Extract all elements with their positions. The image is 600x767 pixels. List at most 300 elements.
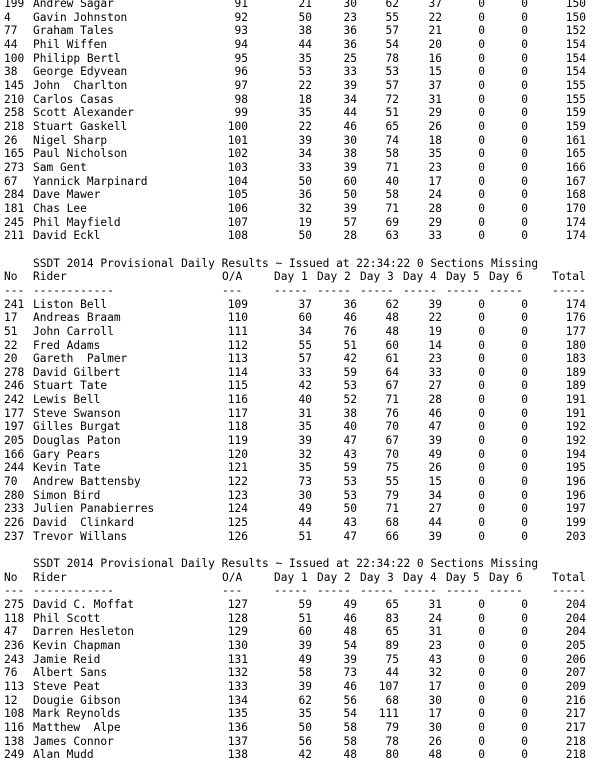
cell-d4: 22 — [428, 10, 442, 24]
cell-d1: 58 — [298, 666, 312, 680]
cell-d1: 39 — [298, 434, 312, 448]
cell-d4: 24 — [428, 188, 442, 202]
cell-d6: 0 — [521, 652, 528, 666]
cell-tot: 204 — [565, 611, 586, 625]
cell-no: 166 — [4, 447, 25, 461]
cell-d4: 26 — [428, 119, 442, 133]
table-row — [0, 366, 600, 380]
cell-d4: 37 — [428, 78, 442, 92]
cell-rider: Philipp Bertl — [33, 51, 121, 65]
cell-oa: 95 — [234, 51, 248, 65]
header-d2: Day 2 — [317, 270, 351, 284]
table-row — [0, 694, 600, 708]
cell-d4: 30 — [428, 720, 442, 734]
cell-tot: 150 — [565, 0, 586, 10]
cell-oa: 122 — [227, 475, 248, 489]
cell-d3: 48 — [385, 324, 399, 338]
header-row — [0, 270, 600, 284]
cell-no: 12 — [4, 693, 18, 707]
cell-tot: 216 — [565, 693, 586, 707]
cell-d5: 0 — [478, 106, 485, 120]
cell-no: 181 — [4, 201, 25, 215]
header-d5: Day 5 — [446, 570, 480, 584]
cell-d1: 37 — [298, 297, 312, 311]
cell-d1: 73 — [298, 475, 312, 489]
cell-d3: 79 — [385, 720, 399, 734]
cell-oa: 99 — [234, 106, 248, 120]
cell-d2: 52 — [343, 393, 357, 407]
table-row — [0, 448, 600, 462]
table-row — [0, 38, 600, 52]
cell-d6: 0 — [521, 516, 528, 530]
table-row — [0, 612, 600, 626]
cell-d6: 0 — [521, 119, 528, 133]
cell-d5: 0 — [478, 338, 485, 352]
cell-tot: 217 — [565, 707, 586, 721]
cell-d2: 30 — [343, 133, 357, 147]
cell-d5: 0 — [478, 734, 485, 748]
cell-d2: 54 — [343, 707, 357, 721]
cell-tot: 191 — [565, 406, 586, 420]
cell-d2: 38 — [343, 406, 357, 420]
cell-d1: 55 — [298, 338, 312, 352]
cell-tot: 196 — [565, 475, 586, 489]
cell-d3: 65 — [385, 625, 399, 639]
separator-d6: ----- — [489, 283, 523, 297]
cell-d6: 0 — [521, 639, 528, 653]
section-title — [0, 557, 600, 571]
cell-rider: Trevor Willans — [33, 529, 128, 543]
cell-d2: 23 — [343, 10, 357, 24]
cell-d3: 40 — [385, 174, 399, 188]
cell-d1: 49 — [298, 652, 312, 666]
cell-d6: 0 — [521, 133, 528, 147]
cell-rider: Gilles Burgat — [33, 420, 121, 434]
cell-d4: 31 — [428, 92, 442, 106]
table-row — [0, 120, 600, 134]
cell-d6: 0 — [521, 434, 528, 448]
cell-d5: 0 — [478, 447, 485, 461]
cell-d2: 76 — [343, 324, 357, 338]
cell-d1: 50 — [298, 720, 312, 734]
cell-d4: 15 — [428, 65, 442, 79]
cell-d3: 74 — [385, 133, 399, 147]
cell-rider: Gavin Johnston — [33, 10, 128, 24]
cell-d4: 30 — [428, 693, 442, 707]
cell-d3: 60 — [385, 338, 399, 352]
cell-rider: Paul Nicholson — [33, 147, 128, 161]
table-row — [0, 748, 600, 762]
cell-d5: 0 — [478, 598, 485, 612]
cell-d2: 58 — [343, 734, 357, 748]
cell-d6: 0 — [521, 324, 528, 338]
cell-d4: 48 — [428, 748, 442, 762]
cell-tot: 180 — [565, 338, 586, 352]
cell-no: 76 — [4, 666, 18, 680]
cell-d2: 42 — [343, 352, 357, 366]
cell-d2: 46 — [343, 119, 357, 133]
separator-oa: --- — [222, 283, 243, 297]
cell-oa: 110 — [227, 311, 248, 325]
cell-no: 17 — [4, 311, 18, 325]
cell-d6: 0 — [521, 106, 528, 120]
table-row — [0, 65, 600, 79]
cell-d5: 0 — [478, 174, 485, 188]
separator-d3: ----- — [360, 584, 394, 598]
cell-d1: 62 — [298, 693, 312, 707]
cell-d1: 38 — [298, 24, 312, 38]
cell-d1: 34 — [298, 147, 312, 161]
cell-d3: 54 — [385, 37, 399, 51]
cell-d3: 72 — [385, 92, 399, 106]
cell-d3: 79 — [385, 488, 399, 502]
cell-d5: 0 — [478, 0, 485, 10]
cell-no: 199 — [4, 0, 25, 10]
cell-no: 258 — [4, 106, 25, 120]
cell-d2: 36 — [343, 37, 357, 51]
cell-d5: 0 — [478, 229, 485, 243]
cell-d4: 43 — [428, 652, 442, 666]
cell-tot: 168 — [565, 188, 586, 202]
cell-d4: 34 — [428, 488, 442, 502]
cell-d6: 0 — [521, 201, 528, 215]
cell-tot: 194 — [565, 447, 586, 461]
cell-tot: 191 — [565, 393, 586, 407]
header-d5: Day 5 — [446, 270, 480, 284]
results-title: SSDT 2014 Provisional Daily Results ~ Issued at 22:34:22 0 Sections Missing — [33, 256, 539, 270]
cell-rider: Phil Wiffen — [33, 37, 108, 51]
cell-tot: 199 — [565, 516, 586, 530]
cell-d2: 36 — [343, 24, 357, 38]
table-row — [0, 721, 600, 735]
cell-d1: 60 — [298, 311, 312, 325]
cell-d1: 35 — [298, 106, 312, 120]
cell-oa: 93 — [234, 24, 248, 38]
cell-d6: 0 — [521, 598, 528, 612]
cell-d3: 71 — [385, 502, 399, 516]
cell-d1: 44 — [298, 37, 312, 51]
cell-d3: 44 — [385, 666, 399, 680]
cell-d6: 0 — [521, 502, 528, 516]
cell-tot: 161 — [565, 133, 586, 147]
cell-d1: 34 — [298, 324, 312, 338]
cell-d2: 53 — [343, 475, 357, 489]
table-row — [0, 311, 600, 325]
cell-tot: 197 — [565, 502, 586, 516]
cell-d5: 0 — [478, 516, 485, 530]
cell-oa: 124 — [227, 502, 248, 516]
cell-d2: 54 — [343, 639, 357, 653]
cell-tot: 154 — [565, 51, 586, 65]
cell-d4: 20 — [428, 37, 442, 51]
table-row — [0, 325, 600, 339]
cell-tot: 196 — [565, 488, 586, 502]
cell-d5: 0 — [478, 720, 485, 734]
table-row — [0, 52, 600, 66]
cell-d1: 18 — [298, 92, 312, 106]
cell-d6: 0 — [521, 24, 528, 38]
cell-rider: Nigel Sharp — [33, 133, 108, 147]
cell-tot: 150 — [565, 10, 586, 24]
cell-d1: 49 — [298, 502, 312, 516]
cell-d2: 46 — [343, 611, 357, 625]
cell-no: 177 — [4, 406, 25, 420]
cell-d6: 0 — [521, 147, 528, 161]
header-oa: O/A — [222, 570, 243, 584]
cell-tot: 218 — [565, 748, 586, 762]
cell-no: 244 — [4, 461, 25, 475]
cell-tot: 174 — [565, 229, 586, 243]
separator-total: ----- — [552, 283, 586, 297]
cell-rider: Stuart Tate — [33, 379, 108, 393]
cell-no: 22 — [4, 338, 18, 352]
cell-d4: 33 — [428, 365, 442, 379]
cell-rider: Stuart Gaskell — [33, 119, 128, 133]
cell-oa: 106 — [227, 201, 248, 215]
cell-no: 226 — [4, 516, 25, 530]
cell-oa: 127 — [227, 598, 248, 612]
cell-no: 20 — [4, 352, 18, 366]
cell-no: 38 — [4, 65, 18, 79]
cell-tot: 183 — [565, 352, 586, 366]
cell-d6: 0 — [521, 229, 528, 243]
cell-no: 275 — [4, 598, 25, 612]
cell-d6: 0 — [521, 338, 528, 352]
table-row — [0, 420, 600, 434]
cell-oa: 107 — [227, 215, 248, 229]
cell-d6: 0 — [521, 406, 528, 420]
header-rider: Rider — [33, 270, 67, 284]
cell-d5: 0 — [478, 611, 485, 625]
cell-oa: 109 — [227, 297, 248, 311]
cell-d3: 62 — [385, 0, 399, 10]
cell-d2: 53 — [343, 488, 357, 502]
cell-d6: 0 — [521, 297, 528, 311]
cell-no: 67 — [4, 174, 18, 188]
cell-d4: 47 — [428, 420, 442, 434]
cell-d6: 0 — [521, 92, 528, 106]
cell-d4: 39 — [428, 434, 442, 448]
cell-d1: 56 — [298, 734, 312, 748]
header-d1: Day 1 — [274, 270, 308, 284]
cell-d2: 59 — [343, 365, 357, 379]
cell-rider: Kevin Chapman — [33, 639, 121, 653]
cell-no: 236 — [4, 639, 25, 653]
cell-d5: 0 — [478, 461, 485, 475]
cell-oa: 117 — [227, 406, 248, 420]
cell-no: 278 — [4, 365, 25, 379]
cell-d5: 0 — [478, 37, 485, 51]
cell-d3: 63 — [385, 229, 399, 243]
cell-d3: 65 — [385, 119, 399, 133]
cell-d5: 0 — [478, 434, 485, 448]
cell-oa: 129 — [227, 625, 248, 639]
cell-d1: 21 — [298, 0, 312, 10]
cell-d4: 33 — [428, 229, 442, 243]
cell-tot: 167 — [565, 174, 586, 188]
cell-d5: 0 — [478, 420, 485, 434]
cell-d2: 57 — [343, 215, 357, 229]
cell-d5: 0 — [478, 147, 485, 161]
cell-oa: 104 — [227, 174, 248, 188]
cell-d3: 57 — [385, 24, 399, 38]
cell-tot: 209 — [565, 680, 586, 693]
cell-d2: 51 — [343, 338, 357, 352]
cell-d2: 48 — [343, 748, 357, 762]
cell-d5: 0 — [478, 529, 485, 543]
cell-d3: 89 — [385, 639, 399, 653]
cell-d5: 0 — [478, 625, 485, 639]
cell-tot: 217 — [565, 720, 586, 734]
cell-d5: 0 — [478, 215, 485, 229]
cell-no: 241 — [4, 297, 25, 311]
cell-d5: 0 — [478, 24, 485, 38]
cell-d3: 51 — [385, 106, 399, 120]
header-d6: Day 6 — [489, 270, 523, 284]
cell-oa: 112 — [227, 338, 248, 352]
header-separator — [0, 584, 600, 598]
cell-d4: 46 — [428, 406, 442, 420]
cell-d5: 0 — [478, 365, 485, 379]
cell-no: 249 — [4, 748, 25, 762]
cell-d6: 0 — [521, 160, 528, 174]
cell-d2: 39 — [343, 652, 357, 666]
table-row — [0, 680, 600, 694]
cell-rider: David Eckl — [33, 229, 101, 243]
cell-rider: Fred Adams — [33, 338, 101, 352]
cell-d3: 75 — [385, 652, 399, 666]
table-row — [0, 93, 600, 107]
cell-d1: 51 — [298, 611, 312, 625]
cell-d5: 0 — [478, 133, 485, 147]
cell-d3: 55 — [385, 475, 399, 489]
cell-d3: 75 — [385, 461, 399, 475]
cell-rider: Simon Bird — [33, 488, 101, 502]
cell-rider: Liston Bell — [33, 297, 108, 311]
separator-rider: ------------ — [33, 584, 114, 598]
cell-tot: 203 — [565, 529, 586, 543]
cell-d5: 0 — [478, 160, 485, 174]
cell-oa: 131 — [227, 652, 248, 666]
cell-rider: Andrew Sagar — [33, 0, 114, 10]
cell-d3: 76 — [385, 406, 399, 420]
cell-oa: 96 — [234, 65, 248, 79]
table-row — [0, 489, 600, 503]
cell-oa: 128 — [227, 611, 248, 625]
cell-d4: 26 — [428, 734, 442, 748]
cell-d4: 27 — [428, 502, 442, 516]
separator-d5: ----- — [446, 283, 480, 297]
cell-d4: 28 — [428, 201, 442, 215]
cell-d2: 48 — [343, 625, 357, 639]
cell-oa: 101 — [227, 133, 248, 147]
cell-d6: 0 — [521, 625, 528, 639]
cell-d1: 39 — [298, 680, 312, 693]
cell-rider: Phil Mayfield — [33, 215, 121, 229]
cell-d5: 0 — [478, 188, 485, 202]
cell-d1: 30 — [298, 488, 312, 502]
cell-d5: 0 — [478, 748, 485, 762]
cell-d4: 31 — [428, 598, 442, 612]
cell-d2: 39 — [343, 201, 357, 215]
cell-d3: 48 — [385, 311, 399, 325]
cell-d6: 0 — [521, 215, 528, 229]
cell-oa: 134 — [227, 693, 248, 707]
cell-rider: David Clinkard — [33, 516, 135, 530]
cell-d4: 17 — [428, 174, 442, 188]
cell-oa: 135 — [227, 707, 248, 721]
cell-tot: 165 — [565, 147, 586, 161]
header-d3: Day 3 — [360, 570, 394, 584]
cell-d6: 0 — [521, 680, 528, 693]
table-row — [0, 516, 600, 530]
header-row — [0, 571, 600, 585]
cell-rider: John Charlton — [33, 78, 128, 92]
cell-rider: Jamie Reid — [33, 652, 101, 666]
cell-d5: 0 — [478, 707, 485, 721]
separator-d4: ----- — [403, 584, 437, 598]
table-row — [0, 352, 600, 366]
table-row — [0, 707, 600, 721]
cell-d3: 58 — [385, 188, 399, 202]
cell-d5: 0 — [478, 488, 485, 502]
cell-d2: 40 — [343, 420, 357, 434]
cell-oa: 116 — [227, 393, 248, 407]
cell-no: 100 — [4, 51, 25, 65]
cell-d1: 60 — [298, 625, 312, 639]
cell-rider: Gary Pears — [33, 447, 101, 461]
cell-d6: 0 — [521, 393, 528, 407]
cell-d6: 0 — [521, 0, 528, 10]
cell-d3: 69 — [385, 215, 399, 229]
table-row — [0, 229, 600, 243]
cell-tot: 192 — [565, 434, 586, 448]
table-row — [0, 134, 600, 148]
cell-d6: 0 — [521, 666, 528, 680]
cell-oa: 111 — [227, 324, 248, 338]
cell-d1: 53 — [298, 65, 312, 79]
cell-d3: 67 — [385, 434, 399, 448]
table-row — [0, 666, 600, 680]
cell-d6: 0 — [521, 65, 528, 79]
cell-rider: Sam Gent — [33, 160, 87, 174]
cell-d6: 0 — [521, 720, 528, 734]
cell-oa: 137 — [227, 734, 248, 748]
table-row — [0, 379, 600, 393]
cell-no: 273 — [4, 160, 25, 174]
cell-d5: 0 — [478, 652, 485, 666]
cell-oa: 123 — [227, 488, 248, 502]
cell-no: 118 — [4, 611, 25, 625]
cell-d5: 0 — [478, 51, 485, 65]
cell-tot: 192 — [565, 420, 586, 434]
table-row — [0, 502, 600, 516]
cell-oa: 94 — [234, 37, 248, 51]
separator-no: --- — [4, 283, 25, 297]
cell-no: 237 — [4, 529, 25, 543]
cell-d4: 23 — [428, 639, 442, 653]
cell-d3: 68 — [385, 693, 399, 707]
cell-oa: 108 — [227, 229, 248, 243]
cell-rider: David Gilbert — [33, 365, 121, 379]
results-title: SSDT 2014 Provisional Daily Results ~ Issued at 22:34:22 0 Sections Missing — [33, 557, 539, 571]
cell-d2: 53 — [343, 379, 357, 393]
separator-oa: --- — [222, 584, 243, 598]
cell-d1: 39 — [298, 133, 312, 147]
cell-tot: 152 — [565, 24, 586, 38]
cell-no: 211 — [4, 229, 25, 243]
cell-tot: 189 — [565, 365, 586, 379]
